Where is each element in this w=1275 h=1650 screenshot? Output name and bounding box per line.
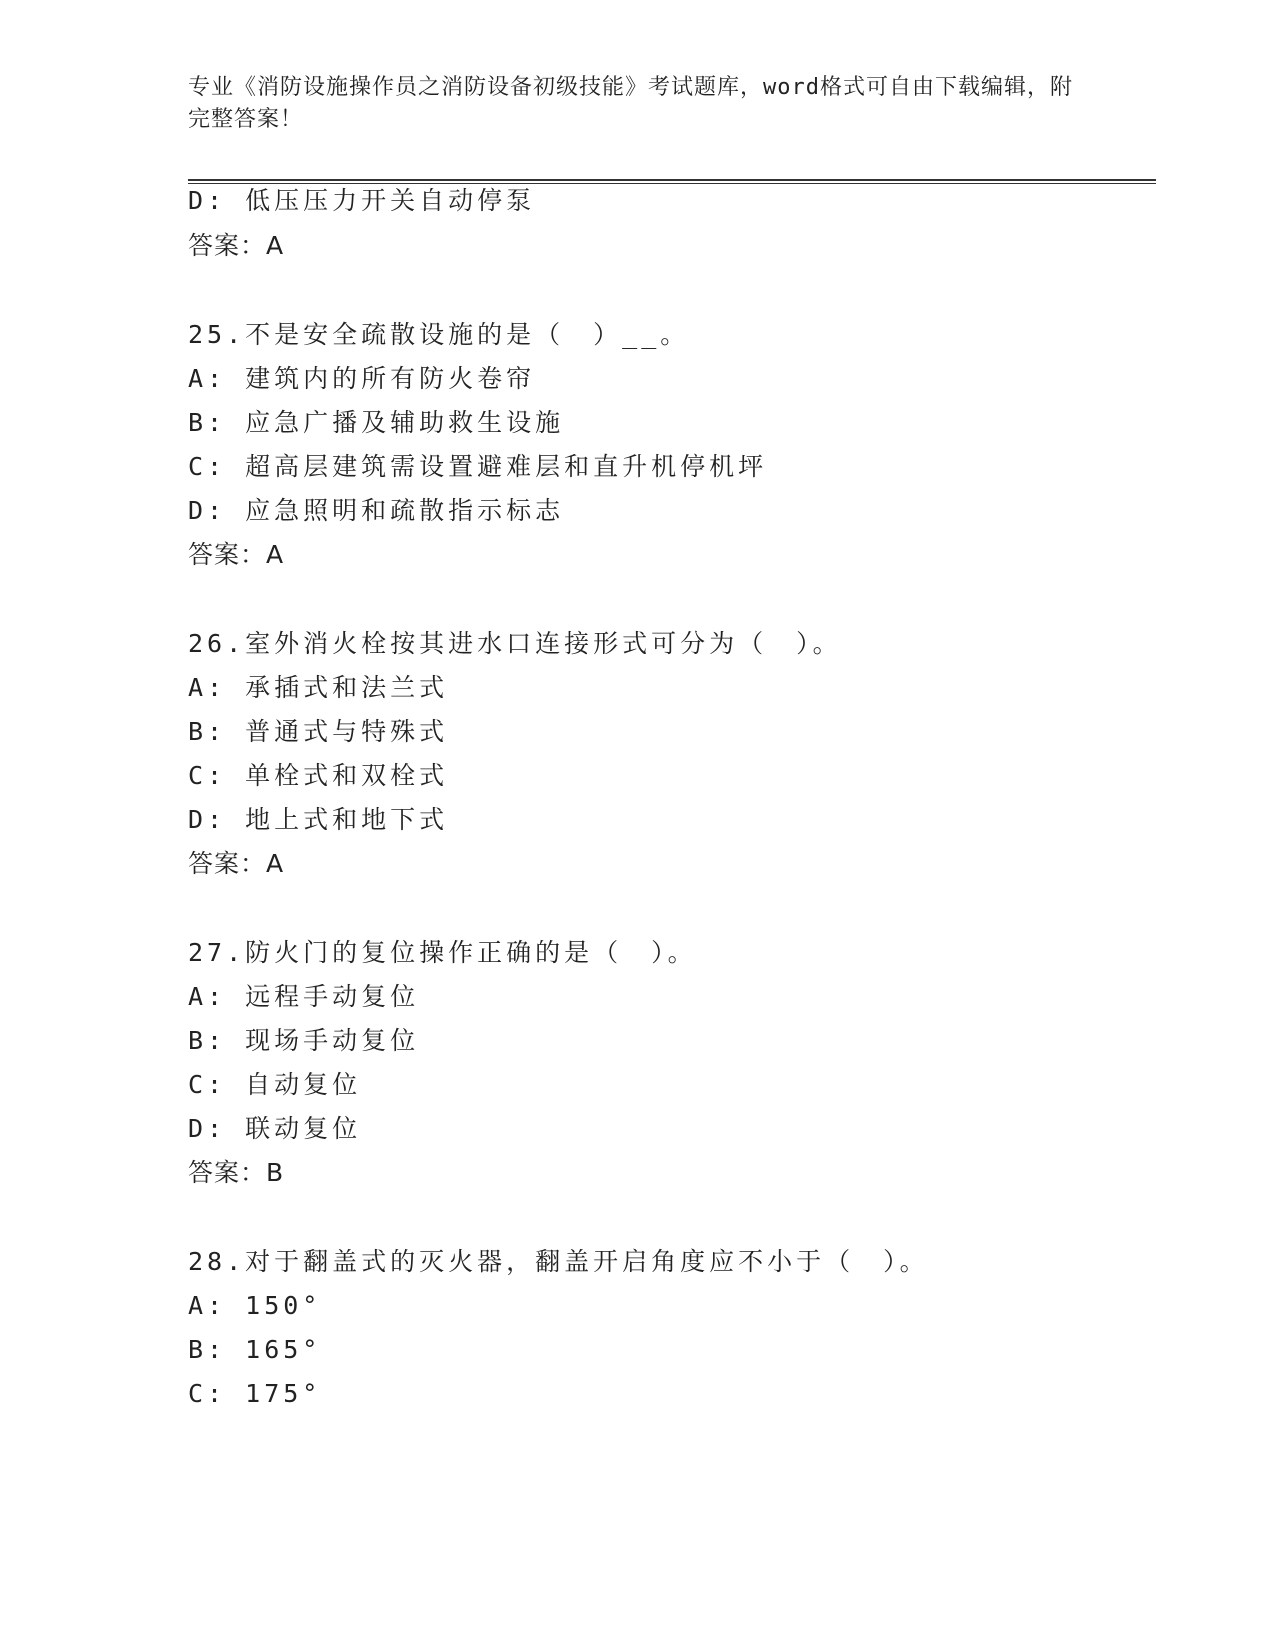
question-25-answer: 答案：A xyxy=(188,540,285,569)
question-28-option-b: B: 165° xyxy=(188,1335,322,1364)
question-25-option-d: D: 应急照明和疏散指示标志 xyxy=(188,496,565,525)
question-27-option-d: D: 联动复位 xyxy=(188,1114,362,1143)
question-26-option-b: B: 普通式与特殊式 xyxy=(188,717,449,746)
question-28-option-c: C: 175° xyxy=(188,1379,322,1408)
question-26-stem: 26.室外消火栓按其进水口连接形式可分为（ ）。 xyxy=(188,629,842,658)
question-25-option-b: B: 应急广播及辅助救生设施 xyxy=(188,408,565,437)
prev-question-answer: 答案：A xyxy=(188,231,285,260)
document-header: 专业《消防设施操作员之消防设备初级技能》考试题库，word格式可自由下载编辑，附完整答案！ xyxy=(188,75,1073,132)
header-rule-thick xyxy=(188,179,1156,181)
prev-question-option-d: D: 低压压力开关自动停泵 xyxy=(188,186,536,215)
question-26-option-a: A: 承插式和法兰式 xyxy=(188,673,449,702)
question-27-option-c: C: 自动复位 xyxy=(188,1070,362,1099)
question-28-option-a: A: 150° xyxy=(188,1291,322,1320)
question-27-option-a: A: 远程手动复位 xyxy=(188,982,420,1011)
question-26-answer: 答案：A xyxy=(188,849,285,878)
question-26-option-d: D: 地上式和地下式 xyxy=(188,805,449,834)
question-25-stem: 25.不是安全疏散设施的是（ ）__。 xyxy=(188,320,690,349)
question-26-option-c: C: 单栓式和双栓式 xyxy=(188,761,449,790)
question-25-option-c: C: 超高层建筑需设置避难层和直升机停机坪 xyxy=(188,452,768,481)
question-27-stem: 27.防火门的复位操作正确的是（ ）。 xyxy=(188,938,697,967)
question-25-option-a: A: 建筑内的所有防火卷帘 xyxy=(188,364,536,393)
question-28-stem: 28.对于翻盖式的灭火器，翻盖开启角度应不小于（ ）。 xyxy=(188,1247,929,1276)
question-27-answer: 答案：B xyxy=(188,1158,285,1187)
question-27-option-b: B: 现场手动复位 xyxy=(188,1026,420,1055)
